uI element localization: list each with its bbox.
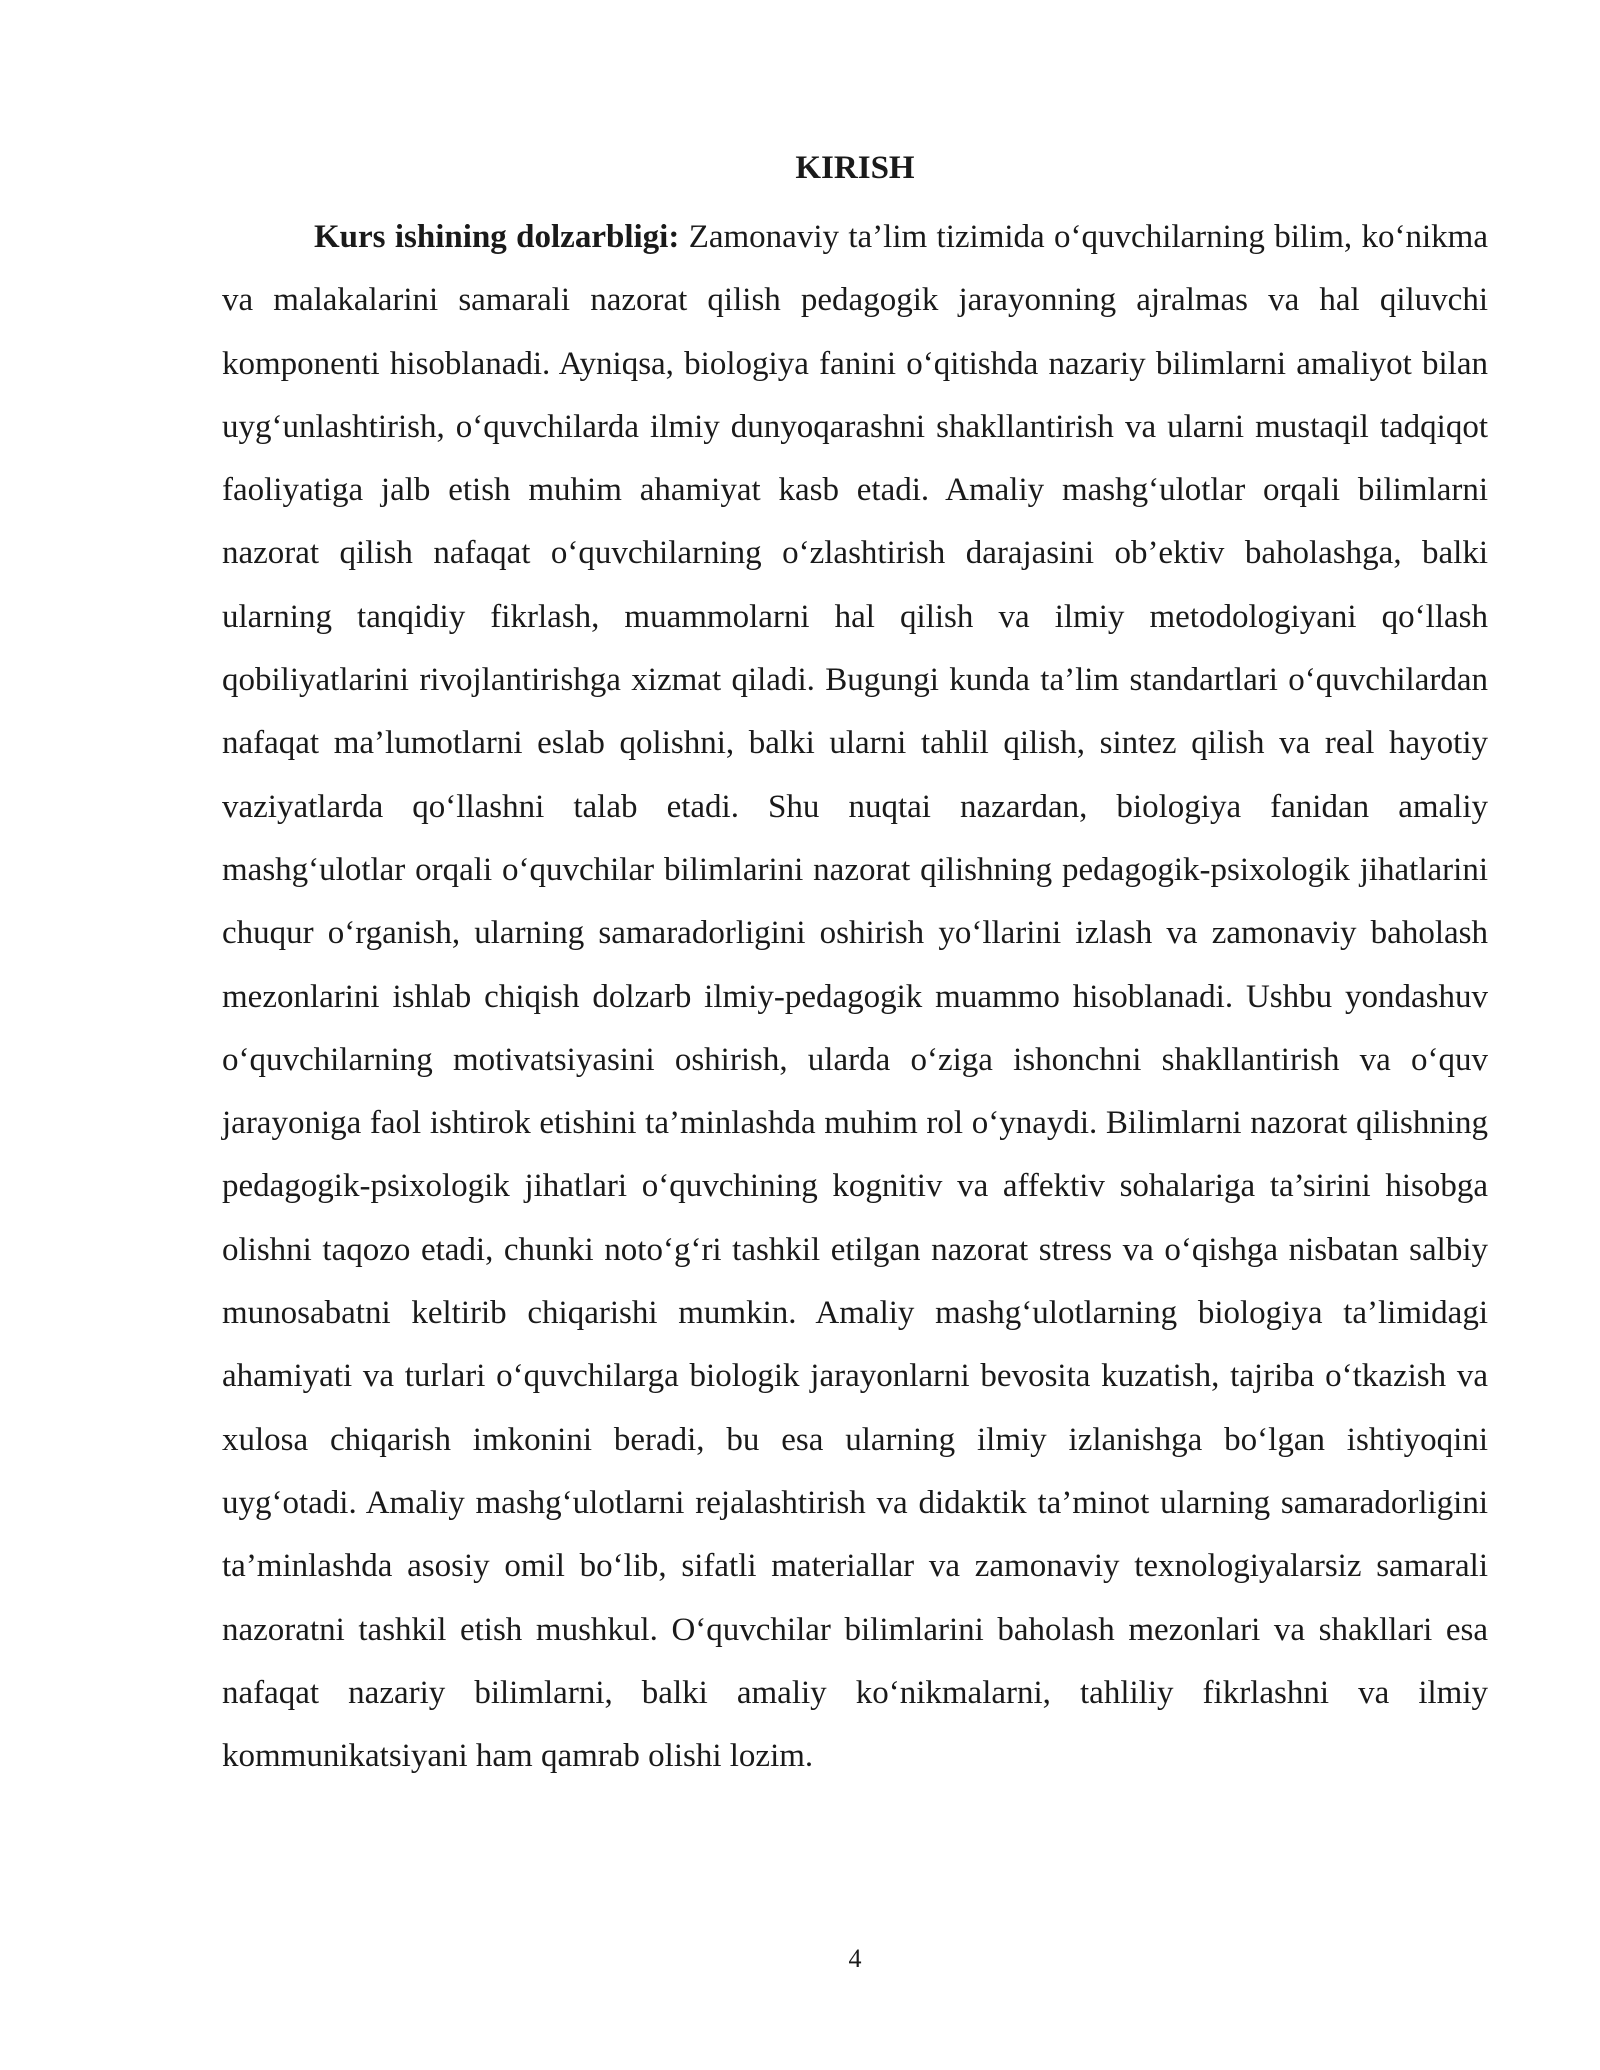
body-paragraph xyxy=(222,206,1488,1788)
paragraph-lead: Kurs ishining dolzarbligi: xyxy=(314,219,680,255)
section-heading: KIRISH xyxy=(795,150,915,186)
page-number: 4 xyxy=(848,1944,862,1973)
paragraph-text: Zamonaviy ta’lim tizimida o‘quvchilarning bilim, ko‘nikma va malakalarini samarali nazorat qilish pedagogik jarayonning ajralmas va hal qiluvchi komponenti hisoblanadi. Ayniqsa, biologiya fanini o‘qitishda nazariy bilimlarni amaliyot bilan uyg‘unlashtirish, o‘quvchilarda ilmiy dunyoqarashni shakllantirish va ularni mustaqil tadqiqot faoliyatiga jalb etish muhim ahamiyat kasb etadi. Amaliy mashg‘ulotlar orqali bilimlarni nazorat qilish nafaqat o‘quvchilarning o‘zlashtirish darajasini ob’ektiv baholashga, balki ularning tanqidiy fikrlash, muammolarni hal qilish va ilmiy metodologiyani qo‘llash qobiliyatlarini rivojlantirishga xizmat qiladi. Bugungi kunda ta’lim standartlari o‘quvchilardan nafaqat ma’lumotlarni eslab qolishni, balki ularni tahlil qilish, sintez qilish va real hayotiy vaziyatlarda qo‘llashni talab etadi. Shu nuqtai nazardan, biologiya fanidan amaliy mashg‘ulotlar orqali o‘quvchilar bilimlarini nazorat qilishning pedagogik-psixologik jihatlarini chuqur o‘rganish, ularning samaradorligini oshirish yo‘llarini izlash va zamonaviy baholash mezonlarini ishlab chiqish dolzarb ilmiy-pedagogik muammo hisoblanadi. Ushbu yondashuv o‘quvchilarning motivatsiyasini oshirish, ularda o‘ziga ishonchni shakllantirish va o‘quv jarayoniga faol ishtirok etishini ta’minlashda muhim rol o‘ynaydi. Bilimlarni nazorat qilishning pedagogik-psixologik jihatlari o‘quvchining kognitiv va affektiv sohalariga ta’sirini hisobga olishni taqozo etadi, chunki noto‘g‘ri tashkil etilgan nazorat stress va o‘qishga nisbatan salbiy munosabatni keltirib chiqarishi mumkin. Amaliy mashg‘ulotlarning biologiya ta’limidagi ahamiyati va turlari o‘quvchilarga biologik jarayonlarni bevosita kuzatish, tajriba o‘tkazish va xulosa chiqarish imkonini beradi, bu esa ularning ilmiy izlanishga bo‘lgan ishtiyoqini uyg‘otadi. Amaliy mashg‘ulotlarni rejalashtirish va didaktik ta’minot ularning samaradorligini ta’minlashda asosiy omil bo‘lib, sifatli materiallar va zamonaviy texnologiyalarsiz samarali nazoratni tashkil etish mushkul. O‘quvchilar bilimlarini baholash mezonlari va shakllari esa nafaqat nazariy bilimlarni, balki amaliy ko‘nikmalarni, tahliliy fikrlashni va ilmiy kommunikatsiyani ham qamrab olishi lozim. xyxy=(222,219,1488,1775)
